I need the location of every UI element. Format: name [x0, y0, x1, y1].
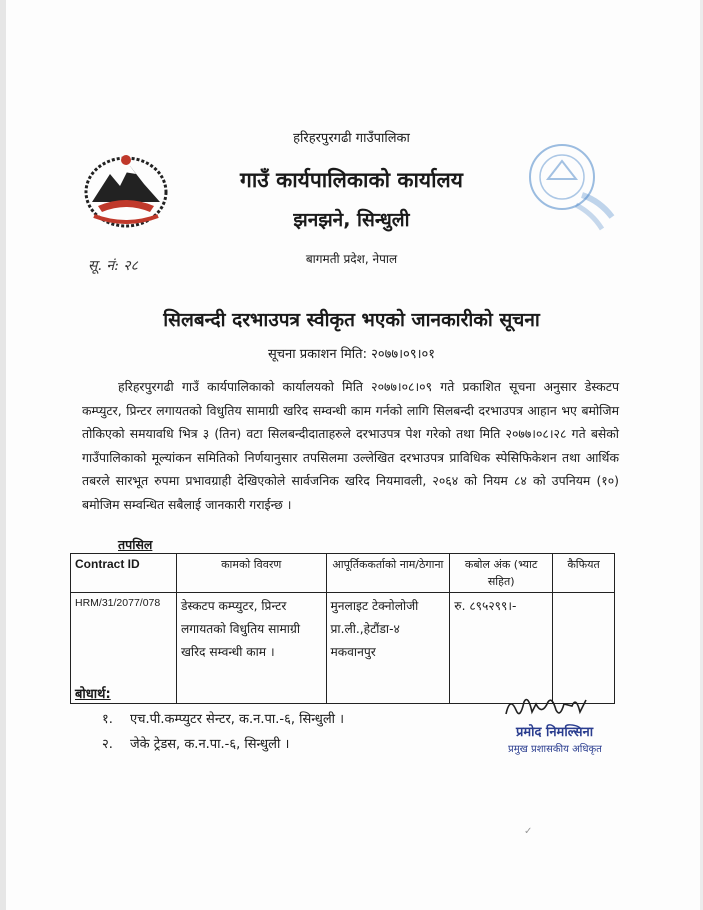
signature-icon [502, 692, 592, 724]
cc-label: बोधार्थ: [75, 687, 111, 702]
bid-amount-cell: रु. ८९५२९९।- [450, 593, 553, 704]
office-title: गाउँ कार्यपालिकाको कार्यालय [240, 168, 463, 192]
scan-mark-icon: ✓ [524, 826, 533, 837]
signatory-title: प्रमुख प्रशासकीय अधिकृत [508, 744, 602, 755]
reference-number: सू. नं: २८ [88, 258, 138, 274]
remarks-cell [553, 593, 615, 704]
office-location: झनझने, सिन्धुली [293, 209, 410, 231]
notice-title: सिलबन्दी दरभाउपत्र स्वीकृत भएको जानकारीको सूचना [163, 309, 540, 331]
cc-item-text: जेके ट्रेडस, क.न.पा.-६, सिन्धुली । [130, 737, 290, 752]
contract-table [70, 553, 615, 704]
cc-item [102, 709, 344, 727]
supplier-cell: मुनलाइट टेक्नोलोजी प्रा.ली.,हेटौंडा-४ मकवानपुर [326, 593, 450, 704]
table-row [71, 593, 615, 704]
column-header: कामको विवरण [176, 554, 326, 593]
notice-body-text: हरिहरपुरगढी गाउँ कार्यपालिकाको कार्यालयको मिति २०७७।०८।०९ गते प्रकाशित सूचना अनुसार डेस्कटप कम्प्युटर, प्रिन्टर लगायतको विधुतिय सामाग्री खरिद सम्वन्धी काम गर्नको लागि सिलबन्दी दरभाउपत्र आहान भए बमोजिम तोकिएको समयावधि भित्र ३ (तिन) वटा सिलबन्दीदाताहरुले दरभाउपत्र पेश गरेको तथा मिति २०७७।०८।२८ गते बसेको गाउँपालिकाको मूल्यांकन समितिको निर्णयानुसार तपसिलमा उल्लेखित दरभाउपत्र प्राविधिक स्पेसिफिकेशन तथा आर्थिक तबरले सारभूत रुपमा प्रभावग्राही देखिएकोले सार्वजनिक खरिद नियमावली, २०६४ को नियम ८४ को उपनियम (१०) बमोजिम सम्वन्धित सबैलाई जानकारी गराईन्छ । [82, 379, 619, 512]
column-header: कैफियत [553, 554, 615, 593]
description-cell: डेस्कटप कम्प्युटर, प्रिन्टर लगायतको विधुतिय सामाग्री खरिद सम्वन्धी काम । [176, 593, 326, 704]
office-province: बागमती प्रदेश, नेपाल [305, 252, 398, 266]
column-header: आपूर्तिककर्ताको नाम/ठेगाना [326, 554, 450, 593]
notice-body [82, 375, 619, 517]
cc-item-number: १. [102, 712, 113, 727]
cc-item-text: एच.पी.कम्प्युटर सेन्टर, क.न.पा.-६, सिन्धुली । [130, 712, 345, 727]
column-header: कबोल अंक (भ्याट सहित) [450, 554, 553, 593]
contract-id-cell: HRM/31/2077/078 [71, 593, 177, 704]
cc-item [102, 734, 289, 752]
signatory-name: प्रमोद निमल्सिना [516, 725, 594, 740]
office-seal-icon [512, 135, 624, 235]
office-name: हरिहरपुरगढी गाउँपालिका [293, 131, 410, 146]
cc-item-number: २. [102, 737, 113, 752]
table-header-row [71, 554, 615, 593]
publish-date: सूचना प्रकाशन मिति: २०७७।०९।०१ [267, 347, 436, 362]
column-header: Contract ID [71, 554, 177, 593]
schedule-label: तपसिल [118, 537, 153, 552]
